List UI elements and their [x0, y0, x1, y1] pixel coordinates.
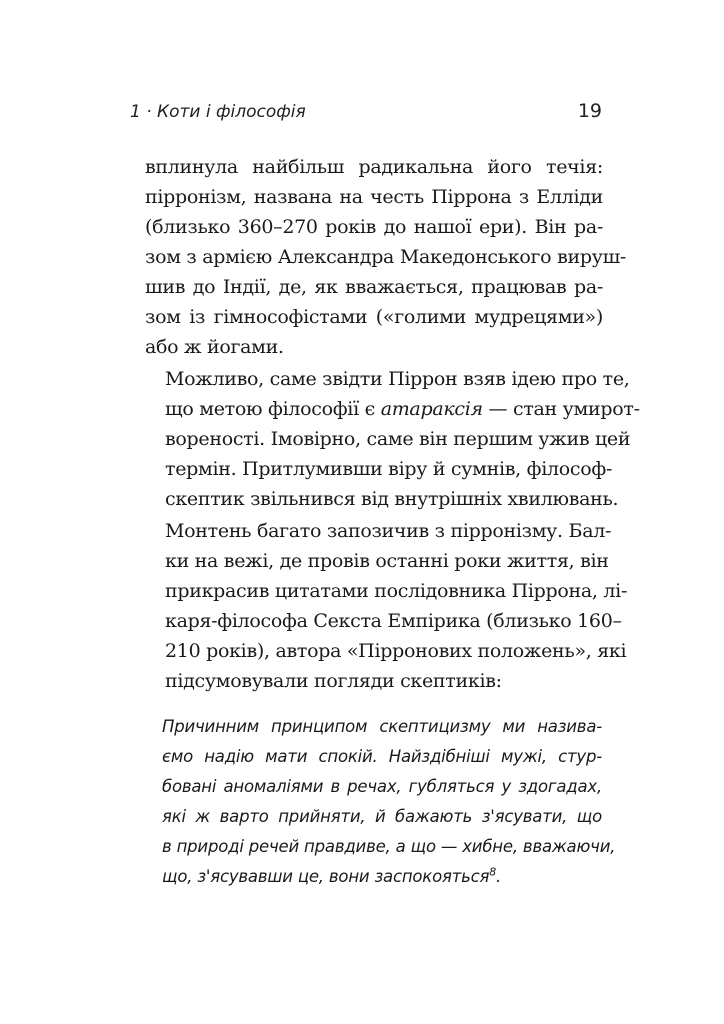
quote-last-line [162, 862, 602, 892]
text-line: (близько 360–270 років до нашої ери). Він ра- [145, 216, 603, 238]
text-line: зом із гімнософістами («голими мудрецями») [145, 306, 603, 328]
text-line: Монтень багато запозичив з пірронізму. Бал- [165, 520, 612, 542]
quote-line-text: що, з'ясувавши це, вони заспокояться [162, 867, 490, 886]
block-quote [162, 712, 616, 892]
body-text [145, 152, 640, 696]
text-segment: що метою філософії є [165, 398, 381, 420]
quote-line: в природі речей правдиве, а що — хибне, вважаючи, [162, 837, 616, 856]
running-head: 1 · Коти і філософія [130, 102, 306, 122]
text-line: 210 років), автора «Пірронових положень», які [165, 640, 627, 662]
text-line: шив до Індії, де, як вважається, працював ра- [145, 276, 603, 298]
quote-line: які ж варто прийняти, й бажають з'ясувати, що [162, 807, 602, 826]
paragraph-2 [145, 364, 640, 514]
page-number: 19 [577, 100, 602, 122]
text-line: підсумовували погляди скептиків: [165, 670, 502, 692]
text-line: ки на вежі, де провів останні роки життя, він [165, 550, 609, 572]
text-line: прикрасив цитатами послідовника Піррона, лі- [165, 580, 628, 602]
text-segment: — стан умирот- [482, 398, 640, 420]
text-line: вореності. Імовірно, саме він першим ужив цей [165, 428, 631, 450]
quote-line: бовані аномаліями в речах, губляться у здогадах, [162, 777, 602, 796]
footnote-reference[interactable]: 8 [489, 865, 497, 879]
text-line: вплинула найбільш радикальна його течія: [145, 156, 603, 178]
text-line: пірронізм, названа на честь Піррона з Елліди [145, 186, 603, 208]
text-line: Можливо, саме звідти Піррон взяв ідею про те, [165, 368, 630, 390]
text-line: скептик звільнився від внутрішніх хвилювань. [165, 488, 619, 510]
quote-end-punctuation: . [496, 867, 502, 886]
text-line: зом з армією Александра Македонського вируш- [145, 246, 627, 268]
text-line: або ж йогами. [145, 336, 284, 358]
text-line: каря-філософа Секста Емпірика (близько 160– [165, 610, 622, 632]
quote-line: Причинним принципом скептицизму ми назива- [162, 717, 602, 736]
text-line: термін. Притлумивши віру й сумнів, філософ- [165, 458, 613, 480]
quote-line: ємо надію мати спокій. Найздібніші мужі, стур- [162, 747, 602, 766]
paragraph-3 [145, 516, 628, 696]
paragraph-1 [145, 152, 627, 362]
page-header [130, 98, 602, 128]
emphasis-term: атараксія [380, 398, 483, 420]
text-line-with-emphasis [145, 394, 640, 424]
